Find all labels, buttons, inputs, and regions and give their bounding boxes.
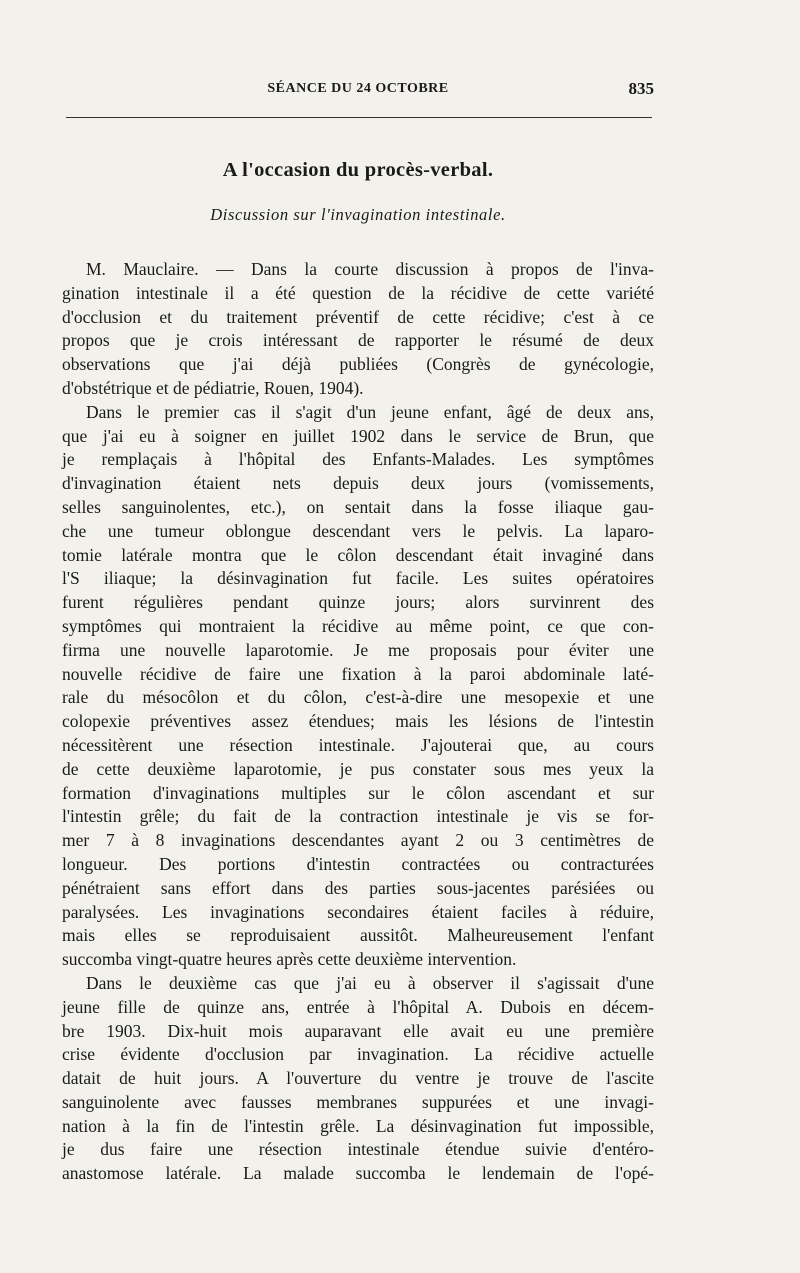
text-line: jeune fille de quinze ans, entrée à l'hôpital A. Dubois en décem- [62, 996, 654, 1017]
text-line: je remplaçais à l'hôpital des Enfants-Malades. Les symptômes [62, 449, 654, 470]
text-line: colopexie préventives assez étendues; mais les lésions de l'intestin [62, 711, 654, 732]
text-line: gination intestinale il a été question de la récidive de cette variété [62, 282, 654, 303]
text-line: d'obstétrique et de pédiatrie, Rouen, 1904). [62, 377, 364, 398]
text-line: pénétraient sans effort dans des parties sous-jacentes parésiées ou [62, 877, 654, 898]
text-line: longueur. Des portions d'intestin contractées ou contracturées [62, 853, 654, 874]
text-line: nécessitèrent une résection intestinale. J'ajouterai que, au cours [62, 734, 654, 755]
header-rule [66, 117, 652, 118]
text-line: paralysées. Les invaginations secondaires étaient faciles à réduire, [62, 901, 654, 922]
text-line: succomba vingt-quatre heures après cette deuxième intervention. [62, 949, 517, 970]
text-line: furent régulières pendant quinze jours; alors survinrent des [62, 592, 654, 613]
text-line: formation d'invaginations multiples sur le côlon ascendant et sur [62, 782, 654, 803]
text-line: Dans le premier cas il s'agit d'un jeune enfant, âgé de deux ans, [86, 401, 654, 422]
text-line: nation à la fin de l'intestin grêle. La désinvagination fut impossible, [62, 1115, 654, 1136]
text-line: l'intestin grêle; du fait de la contraction intestinale je vis se for- [62, 806, 654, 827]
text-line: rale du mésocôlon et du côlon, c'est-à-dire une mesopexie et une [62, 687, 654, 708]
text-line: selles sanguinolentes, etc.), on sentait dans la fosse iliaque gau- [62, 496, 654, 517]
text-line: je dus faire une résection intestinale étendue suivie d'entéro- [62, 1139, 654, 1160]
section-subtitle: Discussion sur l'invagination intestinale. [210, 205, 506, 224]
text-line: mais elles se reproduisaient aussitôt. Malheureusement l'enfant [62, 925, 654, 946]
text-line: l'S iliaque; la désinvagination fut facile. Les suites opératoires [62, 568, 654, 589]
text-line: tomie latérale montra que le côlon descendant était invaginé dans [62, 544, 654, 565]
text-line: nouvelle récidive de faire une fixation à la paroi abdominale laté- [62, 663, 654, 684]
text-line: M. Mauclaire. — Dans la courte discussion à propos de l'inva- [86, 259, 654, 279]
section-title: A l'occasion du procès-verbal. [222, 159, 494, 181]
text-line: bre 1903. Dix-huit mois auparavant elle avait eu une première [62, 1020, 654, 1041]
text-line: d'occlusion et du traitement préventif de cette récidive; c'est à ce [62, 306, 654, 327]
text-line: propos que je crois intéressant de rapporter le résumé de deux [62, 330, 654, 351]
text-line: de cette deuxième laparotomie, je pus constater sous mes yeux la [62, 758, 654, 779]
text-line: d'invagination étaient nets depuis deux jours (vomissements, [62, 473, 654, 494]
text-line: anastomose latérale. La malade succomba le lendemain de l'opé- [62, 1163, 654, 1184]
text-line: firma une nouvelle laparotomie. Je me proposais pour éviter une [62, 639, 654, 660]
text-line: crise évidente d'occlusion par invagination. La récidive actuelle [62, 1044, 654, 1065]
running-header [62, 79, 654, 101]
text-line: observations que j'ai déjà publiées (Congrès de gynécologie, [62, 354, 654, 375]
text-line: che une tumeur oblongue descendant vers le pelvis. La laparo- [62, 520, 654, 541]
text-line: Dans le deuxième cas que j'ai eu à observer il s'agissait d'une [86, 972, 654, 993]
header-title: SÉANCE DU 24 OCTOBRE [267, 81, 449, 96]
text-line: que j'ai eu à soigner en juillet 1902 dans le service de Brun, que [62, 425, 654, 446]
text-line: sanguinolente avec fausses membranes suppurées et une invagi- [62, 1091, 654, 1112]
text-line: symptômes qui montraient la récidive au même point, ce que con- [62, 615, 654, 636]
text-line: mer 7 à 8 invaginations descendantes ayant 2 ou 3 centimètres de [62, 830, 654, 851]
text-line: datait de huit jours. A l'ouverture du ventre je trouve de l'ascite [62, 1068, 654, 1089]
page-number: 835 [628, 79, 654, 98]
body-text [62, 258, 654, 1186]
